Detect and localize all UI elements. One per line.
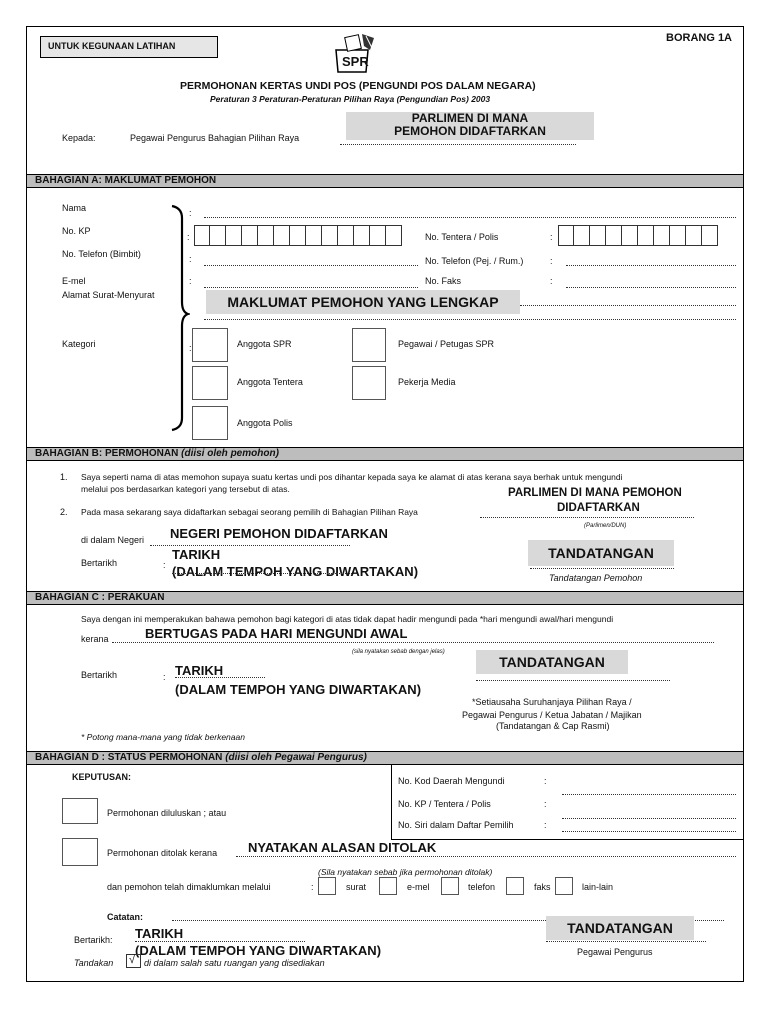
b-parlimen-dun: (Parlimen/DUN) <box>584 523 627 529</box>
b-bertarikh: Bertarikh <box>81 558 118 568</box>
b-parlimen-line2: DIDAFTARKAN <box>557 502 640 514</box>
cat-polis-checkbox[interactable] <box>192 406 228 440</box>
c-sign-line1: *Setiausaha Suruhanjaya Pilihan Raya / <box>472 697 632 707</box>
d-tarikh-field[interactable] <box>135 941 305 942</box>
b-item1-line2: melalui pos berdasarkan kategori yang tersebut di atas. <box>81 484 290 494</box>
b-negeri-note: NEGERI PEMOHON DIDAFTARKAN <box>170 526 388 541</box>
c-kerana: kerana <box>81 634 109 644</box>
d-bertarikh: Bertarikh: <box>74 935 113 945</box>
faks-label: No. Faks <box>425 276 462 286</box>
b-tarikh-1: TARIKH <box>172 547 221 562</box>
parlimen-note-header: PARLIMEN DI MANA PEMOHON DIDAFTARKAN <box>346 112 594 140</box>
c-footnote: * Potong mana-mana yang tidak berkenaan <box>81 732 245 742</box>
d-opt-lain: lain-lain <box>582 882 614 892</box>
section-b-title-note: (diisi oleh pemohon) <box>181 448 279 459</box>
b-tandatangan-label: Tandatangan Pemohon <box>549 573 643 583</box>
section-a-title: BAHAGIAN A: MAKLUMAT PEMOHON <box>27 174 743 188</box>
d-lain-checkbox[interactable] <box>555 877 573 895</box>
b-tarikh-field[interactable] <box>172 573 352 574</box>
c-kerana-note: BERTUGAS PADA HARI MENGUNDI AWAL <box>145 626 408 641</box>
section-d-title-text: BAHAGIAN D : STATUS PERMOHONAN <box>35 752 223 763</box>
c-sign-line2: Pegawai Pengurus / Ketua Jabatan / Majikan <box>462 710 642 720</box>
section-d-title <box>27 751 743 765</box>
alamat-field-1[interactable] <box>520 305 736 306</box>
nama-field[interactable] <box>204 217 736 218</box>
d-opt-telefon: telefon <box>468 882 496 892</box>
tel-bimbit-label: No. Telefon (Bimbit) <box>62 249 141 259</box>
kepada-label: Kepada: <box>62 133 96 143</box>
kategori-label: Kategori <box>62 339 96 349</box>
b-item2-num: 2. <box>60 507 68 517</box>
d-surat-checkbox[interactable] <box>318 877 336 895</box>
c-tarikh-field[interactable] <box>175 677 265 678</box>
d-diluluskan-checkbox[interactable] <box>62 798 98 824</box>
cat-polis-label: Anggota Polis <box>237 418 293 428</box>
d-siri-field[interactable] <box>562 831 736 832</box>
cat-tentera-checkbox[interactable] <box>192 366 228 400</box>
d-catatan: Catatan: <box>107 912 144 922</box>
b-parlimen-line1: PARLIMEN DI MANA PEMOHON <box>508 487 682 499</box>
c-kerana-field[interactable] <box>112 642 714 643</box>
b-tandatangan-note: TANDATANGAN <box>528 540 674 566</box>
nama-label: Nama <box>62 203 87 213</box>
d-sila-ditolak: (Sila nyatakan sebab jika permohonan ditolak) <box>318 867 493 877</box>
d-faks-checkbox[interactable] <box>506 877 524 895</box>
d-kod-daerah: No. Kod Daerah Mengundi <box>398 776 505 786</box>
kepada-line <box>340 144 576 145</box>
c-sila-note: (sila nyatakan sebab dengan jelas) <box>352 649 445 655</box>
tel-bimbit-field[interactable] <box>204 265 418 266</box>
c-bertarikh: Bertarikh <box>81 670 118 680</box>
nokp-label: No. KP <box>62 226 91 236</box>
d-signature-field[interactable] <box>546 941 706 942</box>
d-opt-surat: surat <box>346 882 367 892</box>
form-subtitle: Peraturan 3 Peraturan-Peraturan Pilihan Raya (Pengundian Pos) 2003 <box>210 94 491 104</box>
c-signature-field[interactable] <box>476 680 670 681</box>
spr-logo <box>330 30 376 74</box>
c-text-line1: Saya dengan ini memperakukan bahawa pemohon bagi kategori di atas tidak dapat hadir mengundi pada *hari mengundi awal/hari mengundi <box>81 614 614 624</box>
b-item1-line1: Saya seperti nama di atas memohon supaya suatu kertas undi pos dihantar kepada saya ke alamat di atas kerana saya berhak untuk mengundi <box>81 472 623 482</box>
nokp-cells[interactable] <box>194 225 402 246</box>
d-no-siri: No. Siri dalam Daftar Pemilih <box>398 820 514 830</box>
d-opt-faks: faks <box>534 882 551 892</box>
emel-field[interactable] <box>204 287 418 288</box>
tentera-cells[interactable] <box>558 225 718 246</box>
d-pegawai-pengurus: Pegawai Pengurus <box>577 947 653 957</box>
d-ditolak-checkbox[interactable] <box>62 838 98 866</box>
form-code: BORANG 1A <box>666 32 733 44</box>
spr-logo-text: SPR <box>342 54 369 69</box>
d-tandatangan-note: TANDATANGAN <box>546 916 694 940</box>
form-title: PERMOHONAN KERTAS UNDI POS (PENGUNDI POS DALAM NEGARA) <box>180 80 536 92</box>
practice-label: UNTUK KEGUNAAN LATIHAN <box>48 41 176 51</box>
b-item1-num: 1. <box>60 472 68 482</box>
cat-tentera-label: Anggota Tentera <box>237 377 303 387</box>
d-ditolak-note: NYATAKAN ALASAN DITOLAK <box>248 840 437 855</box>
d-ditolak-field[interactable] <box>236 856 736 857</box>
section-c-title: BAHAGIAN C : PERAKUAN <box>27 591 743 605</box>
c-tarikh-2: (DALAM TEMPOH YANG DIWARTAKAN) <box>175 682 422 697</box>
d-tandakan: Tandakan <box>74 958 114 968</box>
tel-pej-field[interactable] <box>566 265 736 266</box>
d-tarikh-1: TARIKH <box>135 926 184 941</box>
b-tarikh-2: (DALAM TEMPOH YANG DIWARTAKAN) <box>172 564 419 579</box>
d-ditolak: Permohonan ditolak kerana <box>107 848 218 858</box>
c-tarikh-1: TARIKH <box>175 663 224 678</box>
d-telefon-checkbox[interactable] <box>441 877 459 895</box>
alamat-label: Alamat Surat-Menyurat <box>62 290 155 300</box>
cat-spr-checkbox[interactable] <box>192 328 228 362</box>
d-diluluskan: Permohonan diluluskan ; atau <box>107 808 227 818</box>
b-signature-field[interactable] <box>530 568 674 569</box>
d-nokp-tentera: No. KP / Tentera / Polis <box>398 799 491 809</box>
d-tarikh-2: (DALAM TEMPOH YANG DIWARTAKAN) <box>135 943 382 958</box>
tick-icon: √ <box>129 954 136 966</box>
d-nokp-field[interactable] <box>562 818 736 819</box>
d-keputusan: KEPUTUSAN: <box>72 772 132 782</box>
section-b-title <box>27 447 743 461</box>
d-tandakan-rest: di dalam salah satu ruangan yang disediakan <box>144 958 325 968</box>
d-kod-field[interactable] <box>562 794 736 795</box>
kepada-value: Pegawai Pengurus Bahagian Pilihan Raya <box>130 133 300 143</box>
b-bahagian-field[interactable] <box>480 517 694 518</box>
d-dimaklumkan: dan pemohon telah dimaklumkan melalui <box>107 882 271 892</box>
cat-media-label: Pekerja Media <box>398 377 456 387</box>
d-opt-emel: e-mel <box>407 882 430 892</box>
section-b-title-text: BAHAGIAN B: PERMOHONAN <box>35 448 179 459</box>
cat-media-checkbox[interactable] <box>352 366 386 400</box>
tentera-label: No. Tentera / Polis <box>425 232 499 242</box>
maklumat-note: MAKLUMAT PEMOHON YANG LENGKAP <box>206 290 520 314</box>
b-item2-text: Pada masa sekarang saya didaftarkan sebagai seorang pemilih di Bahagian Pilihan Raya <box>81 507 418 517</box>
faks-field[interactable] <box>566 287 736 288</box>
c-tandatangan-note: TANDATANGAN <box>476 650 628 674</box>
cat-spr-label: Anggota SPR <box>237 339 292 349</box>
section-d-title-note: (diisi oleh Pegawai Pengurus) <box>225 752 367 763</box>
d-emel-checkbox[interactable] <box>379 877 397 895</box>
cat-pegawai-label: Pegawai / Petugas SPR <box>398 339 495 349</box>
cat-pegawai-checkbox[interactable] <box>352 328 386 362</box>
alamat-field-2[interactable] <box>204 319 736 320</box>
tel-pej-label: No. Telefon (Pej. / Rum.) <box>425 256 524 266</box>
b-negeri-label: di dalam Negeri <box>81 535 145 545</box>
c-sign-line3: (Tandatangan & Cap Rasmi) <box>496 721 610 731</box>
emel-label: E-mel <box>62 276 86 286</box>
b-negeri-field[interactable] <box>150 545 350 546</box>
